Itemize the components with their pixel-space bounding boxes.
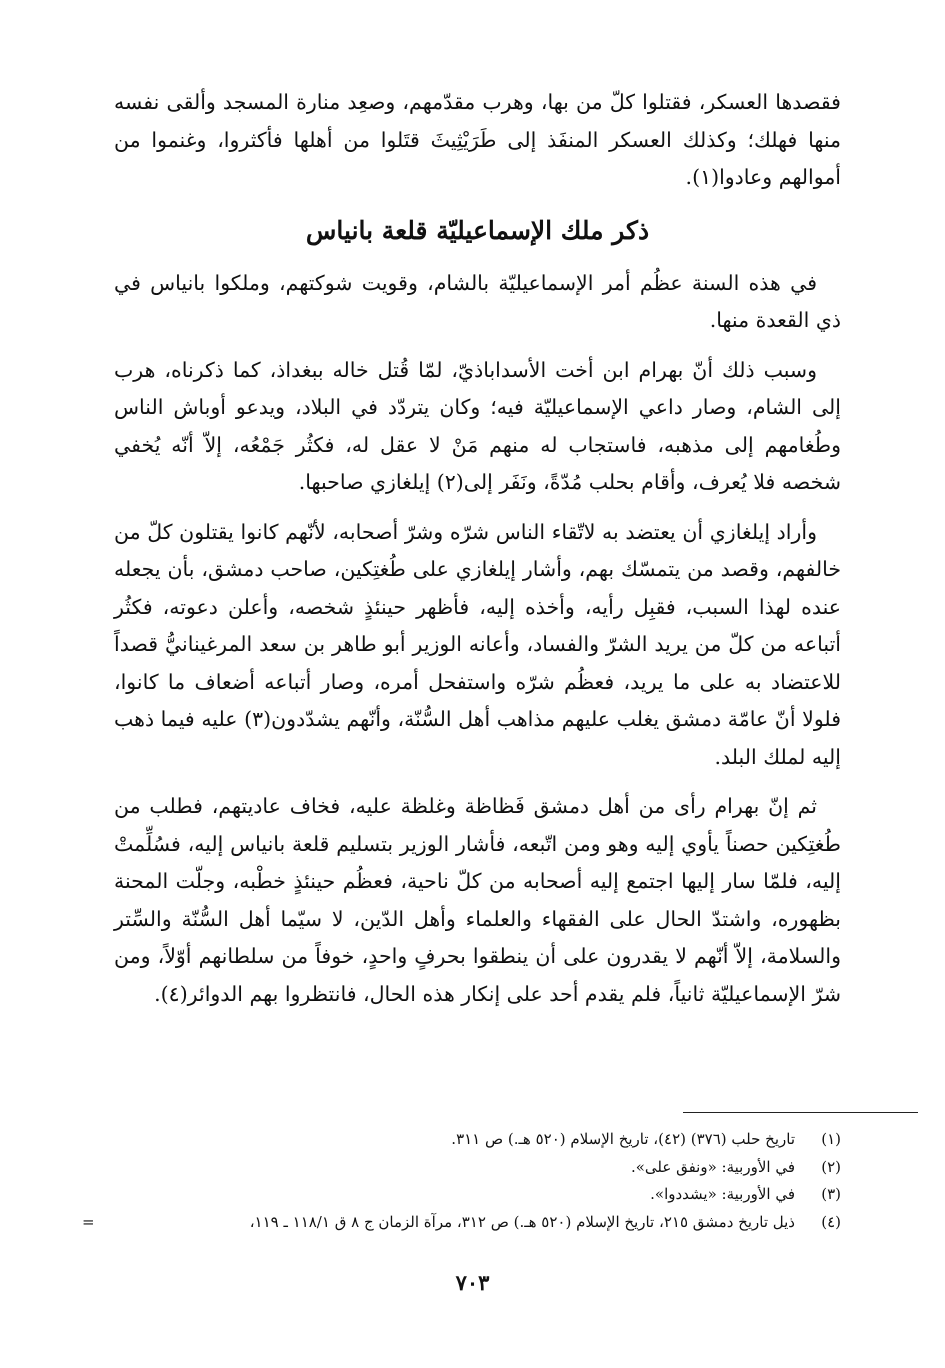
footnote (80, 1209, 841, 1237)
main-text (114, 84, 841, 1025)
footnote-text: تاريخ حلب (٣٧٦) (٤٢)، تاريخ الإسلام (٥٢٠ هـ.) ص ٣١١. (451, 1130, 795, 1148)
footnote-number: (٢) (821, 1157, 841, 1176)
footnote-number: (٤) (821, 1212, 841, 1231)
footnote-number: (٣) (821, 1185, 841, 1203)
footnote-text: ذيل تاريخ دمشق ٢١٥، تاريخ الإسلام (٥٢٠ هـ.) ص ٣١٢، مرآة الزمان ج ٨ ق ١١٨/١ ـ ١١٩، (249, 1212, 795, 1231)
paragraph-continuation: فقصدها العسكر، فقتلوا كلّ من بها، وهرب مقدّمهم، وصعِد منارة المسجد وألقى نفسه منها فهلك؛ وكذلك العسكر المنفَذ إلى طَرَيْثِيثَ قتَلوا من أهلها فأكثروا، وغنموا من أموالهم وعادوا(١). (114, 90, 841, 189)
paragraph: في هذه السنة عظُم أمر الإسماعيليّة بالشام، وقويت شوكتهم، وملكوا بانياس في ذي القعدة منها. (114, 270, 841, 332)
paragraph: وأراد إيلغازي أن يعتضد به لاتّقاء الناس شرّه وشرّ أصحابه، لأنّهم كانوا يقتلون كلّ من خالفهم، وقصد من يتمسّك بهم، وأشار إيلغازي على طُغتِكين، صاحب دمشق، بأن يجعله عنده لهذا السبب، فقبِل رأيه، وأخذه إليه، فأظهر حينئذٍ شخصه، وأعلن دعوته، فكثُر أتباعه من كلّ من يريد الشرّ والفساد، وأعانه الوزير أبو طاهر بن سعد المرغينانيُّ قصداً للاعتضاد به على ما يريد، فعظُم شرّه واستفحل أمره، وصار أتباعه أضعاف ما كانوا، فلولا أنّ عامّة دمشق يغلب عليهم مذاهب أهل السُّنّة، وأنّهم يشدّدون(٣) عليه فيما ذهب إليه لملك البلد. (114, 519, 841, 769)
section-heading: ذكر ملك الإسماعيليّة قلعة بانياس (305, 215, 650, 245)
paragraph: ثم إنّ بهرام رأى من أهل دمشق فَظاظة وغلظة عليه، فخاف عاديتهم، فطلب من طُغتِكين حصناً يأوي إليه وهو ومن اتّبعه، فأشار الوزير بتسليم قلعة بانياس إليه، فسُلِّمتْ إليه، فلمّا سار إليها اجتمع إليه أصحابه من كلّ ناحية، فعظُم حينئذٍ خطْبه، وجلّت المحنة بظهوره، واشتدّ الحال على الفقهاء والعلماء وأهل الدّين، لا سيّما أهل السُّنّة والسِّتر والسلامة، إلاّ أنّهم لا يقدرون على أن ينطقوا بحرفٍ واحدٍ، خوفاً من سلطانهم أوّلاً، ومن شرّ الإسماعيليّة ثانياً، فلم يقدم أحد على إنكار هذه الحال، فانتظروا بهم الدوائر(٤). (114, 794, 841, 1006)
footnote-text: في الأوربية: «يشددوا». (650, 1185, 795, 1203)
page-number: ٧٠٣ (455, 1270, 490, 1295)
footnote-number: (١) (821, 1130, 841, 1148)
footnote-text: في الأوربية: «ونفق على». (630, 1157, 795, 1176)
footnote (80, 1181, 841, 1209)
footnotes (80, 1126, 841, 1236)
paragraph: وسبب ذلك أنّ بهرام ابن أخت الأسداباذيّ، لمّا قُتل خاله ببغداذ، كما ذكرناه، هرب إلى الشام، وصار داعي الإسماعيليّة فيه؛ وكان يتردّد في البلاد، ويدعو أوباش الناس وطُغامهم إلى مذهبه، فاستجاب له منهم مَنْ لا عقل له، فكثُر جَمْعُه، إلاّ أنّه يُخفي شخصه فلا يُعرف، وأقام بحلب مُدّةً، ونَفَر إلى(٢) إيلغازي صاحبها. (114, 357, 841, 494)
footnote (80, 1126, 841, 1154)
footnote-separator (683, 1112, 918, 1113)
footnote (80, 1154, 841, 1182)
footnote-continuation-mark: = (82, 1212, 95, 1231)
